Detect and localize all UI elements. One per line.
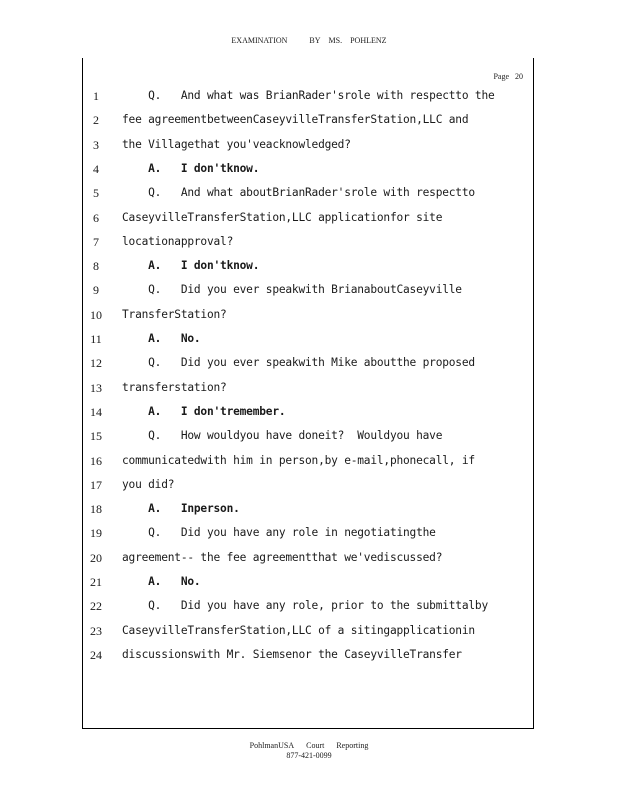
line-number: 2 xyxy=(93,113,99,128)
page-number: 20 xyxy=(515,72,523,81)
transcript-line: agreement-- the fee agreementthat we'vediscussed? xyxy=(122,550,443,564)
line-number: 7 xyxy=(93,234,99,249)
line-number: 24 xyxy=(90,647,102,662)
line-number: 3 xyxy=(93,137,99,152)
page-footer xyxy=(0,741,618,761)
footer-reporting: Reporting xyxy=(336,741,369,750)
line-number: 10 xyxy=(90,307,102,322)
transcript-line: communicatedwith him in person,by e-mail,phonecall, if xyxy=(122,453,475,467)
line-number: 5 xyxy=(93,186,99,201)
answer-line: A. No. xyxy=(122,575,201,588)
line-number: 1 xyxy=(93,89,99,103)
header-examination: EXAMINATION xyxy=(231,36,288,45)
footer-company: PohlmanUSA xyxy=(249,741,295,750)
transcript-line: Q. How wouldyou have doneit? Wouldyou have xyxy=(122,429,443,443)
transcript-line: locationapproval? xyxy=(122,234,234,248)
answer-line: A. I don'tknow. xyxy=(122,259,260,273)
line-number: 19 xyxy=(90,526,102,541)
page-number-label xyxy=(493,72,523,81)
page-word: Page xyxy=(493,72,509,81)
line-number: 11 xyxy=(90,332,102,346)
line-number: 20 xyxy=(90,550,102,565)
line-number: 12 xyxy=(90,356,102,371)
answer-line: A. Inperson. xyxy=(122,502,240,516)
transcript-line: you did? xyxy=(122,477,175,491)
line-number: 4 xyxy=(93,161,99,176)
line-number: 14 xyxy=(90,404,102,419)
header-by: BY xyxy=(309,36,321,45)
line-number: 18 xyxy=(90,502,102,517)
answer-line: A. No. xyxy=(122,332,201,345)
transcript-line: CaseyvilleTransferStation,LLC applicationfor site xyxy=(122,210,443,224)
footer-court: Court xyxy=(306,741,325,750)
line-number: 9 xyxy=(93,283,99,298)
transcript-line: Q. And what aboutBrianRader'srole with respectto xyxy=(122,186,475,200)
line-number: 13 xyxy=(90,380,102,395)
transcript-line: Q. Did you have any role in negotiatingthe xyxy=(122,526,436,540)
transcript-line: transferstation? xyxy=(122,380,227,394)
line-number: 8 xyxy=(93,259,99,274)
transcript-line: fee agreementbetweenCaseyvilleTransferStation,LLC and xyxy=(122,113,469,127)
line-number: 21 xyxy=(90,575,102,589)
transcript-line: Q. Did you have any role, prior to the submittalby xyxy=(122,599,488,613)
answer-line: A. I don'tremember. xyxy=(122,404,286,418)
line-number: 15 xyxy=(90,429,102,444)
transcript-line: Q. And what was BrianRader'srole with respectto the xyxy=(122,89,495,102)
page-header xyxy=(0,36,618,45)
transcript-line: CaseyvilleTransferStation,LLC of a sitingapplicationin xyxy=(122,623,475,637)
line-number: 16 xyxy=(90,453,102,468)
transcript-line: the Villagethat you'veacknowledged? xyxy=(122,137,351,151)
transcript-line: Q. Did you ever speakwith Mike aboutthe proposed xyxy=(122,356,475,370)
header-ms: MS. xyxy=(328,36,343,45)
line-number: 17 xyxy=(90,477,102,492)
header-examiner-name: POHLENZ xyxy=(350,36,387,45)
transcript-line: Q. Did you ever speakwith BrianaboutCaseyville xyxy=(122,283,462,297)
line-number: 6 xyxy=(93,210,99,225)
transcript-line: discussionswith Mr. Siemsenor the CaseyvilleTransfer xyxy=(122,647,462,661)
footer-phone: 877-421-0099 xyxy=(286,751,332,760)
answer-line: A. I don'tknow. xyxy=(122,161,260,175)
line-number: 23 xyxy=(90,623,102,638)
transcript-line: TransferStation? xyxy=(122,307,227,321)
line-number: 22 xyxy=(90,599,102,614)
